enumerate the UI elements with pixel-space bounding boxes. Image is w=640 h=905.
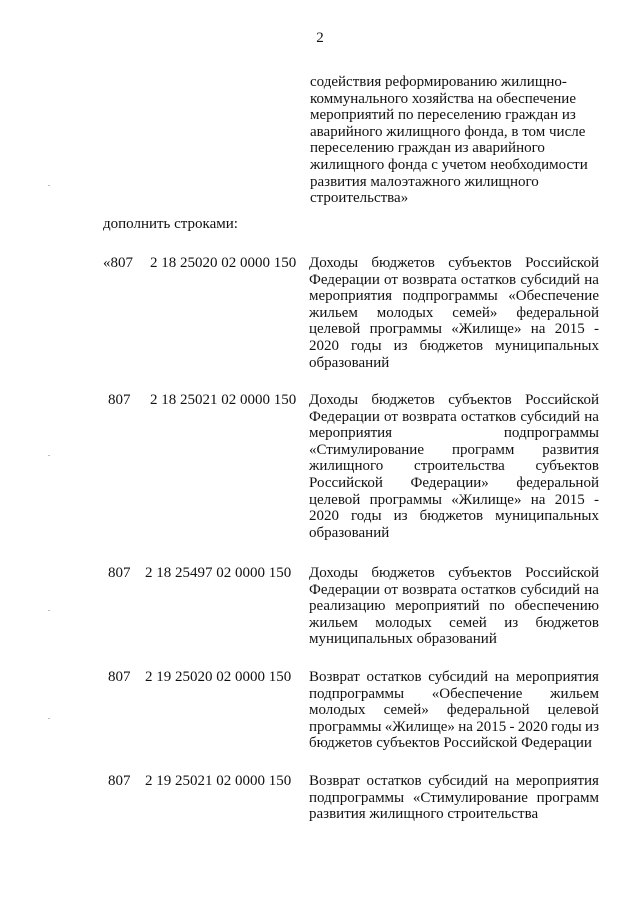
word: мероприятия [309,288,393,305]
page-number: 2 [316,30,324,46]
word: Российской [525,565,599,581]
word: - [509,718,515,735]
word: подпрограммы [503,425,599,442]
text-line: переселению граждан из аварийного [310,140,545,157]
word: «Обеспечение [508,288,599,305]
desc-line [309,719,599,736]
word: на [584,271,599,288]
scan-mark [48,610,50,611]
scan-mark [48,455,50,456]
word: 2015 [554,491,585,508]
word: возврата [402,408,457,425]
word: на [458,718,473,735]
word: годы [351,337,382,354]
word: возврата [402,271,457,288]
word: «Стимулирование [412,789,528,806]
word: федеральной [516,474,599,491]
word: из [393,508,408,525]
desc-line [309,425,599,442]
word: субсидий [520,271,581,288]
entry-description [309,565,599,648]
word: муниципальных [495,337,599,354]
word: - [593,491,599,508]
admin-code: 807 [108,392,131,408]
word: Доходы [309,392,359,408]
word: подпрограммы [309,685,405,702]
desc-line [309,615,599,632]
desc-line [309,321,599,338]
word: на [584,408,599,425]
word: по [489,598,505,615]
word: семей» [452,304,498,321]
word: программ [536,789,599,806]
desc-line [309,598,599,615]
word: федеральной [516,304,599,321]
word: Возврат [309,773,360,789]
desc-line [309,686,599,703]
word: целевой [309,491,361,508]
word: подпрограммы [402,288,498,305]
word: бюджетов [419,337,484,354]
scan-mark [48,185,50,186]
word: бюджетов [535,614,599,631]
word: Российской [309,474,383,491]
word: подпрограммы [309,789,405,806]
budget-code: 2 18 25020 02 0000 150 [150,255,297,271]
word: субсидий [428,773,488,789]
admin-code: «807 [103,255,133,271]
word: 2015 [554,321,585,338]
word: на [530,321,546,338]
word: программы [309,718,382,735]
text-line: аварийного жилищного фонда, в том числе [310,123,586,140]
text-line: строительства» [310,190,409,207]
word: целевой [547,702,599,719]
desc-line [309,702,599,719]
word: жильем [550,685,599,702]
word: субъектов [448,255,512,271]
word: из [504,614,519,631]
entry-description [309,669,599,752]
desc-line [309,272,599,289]
intro-text: дополнить строками: [103,216,238,232]
word: молодых [375,614,432,631]
word: Федерации» [410,474,489,491]
text-line: развития малоэтажного жилищного [310,173,539,190]
word: остатков [366,669,422,685]
word: из [585,718,599,735]
entry-description [309,392,599,541]
word: семей [449,614,487,631]
word: программы [369,491,443,508]
desc-line [309,255,599,272]
word: на [584,581,599,598]
word: 2020 [517,718,548,735]
word: Возврат [309,669,360,685]
word: бюджетов [371,392,435,408]
word: субсидий [520,408,581,425]
scan-mark [48,718,50,719]
text-line: жилищного фонда с учетом необходимости [310,156,588,173]
desc-line [309,773,599,790]
word: обеспечению [514,598,599,615]
word: жильем [309,304,358,321]
word: «Жилище» [451,491,522,508]
word: субъектов [448,392,512,408]
word: федеральной [446,702,530,719]
desc-line [309,409,599,426]
word: программы [369,321,443,338]
word: годы [351,508,382,525]
word: муниципальных [495,508,599,525]
word: Федерации [309,581,380,598]
word: от [384,581,398,598]
text-line: мероприятий по переселению граждан из [310,107,576,124]
word: Федерации [309,271,380,288]
budget-code: 2 18 25497 02 0000 150 [145,565,292,581]
word: программ [451,441,515,458]
word: реализацию [309,598,386,615]
desc-line [309,475,599,492]
word: 2020 [309,508,339,525]
desc-line [309,458,599,475]
word: остатков [460,408,517,425]
desc-line [309,492,599,509]
word: от [384,271,398,288]
word: мероприятия [515,669,599,685]
word: субъектов [535,458,599,475]
word: жильем [309,614,358,631]
word: остатков [366,773,422,789]
word: 2015 [476,718,507,735]
word: 2020 [309,337,339,354]
word: бюджетов [419,508,484,525]
word: развития [542,441,599,458]
word: семей» [383,702,429,719]
word: молодых [309,702,366,719]
word: на [494,773,510,789]
word: мероприятия [309,425,393,442]
word: из [393,337,408,354]
word: - [593,321,599,338]
entry-description [309,773,599,823]
desc-line [309,565,599,582]
word: на [494,669,510,685]
word: бюджетов [371,565,435,581]
word: Доходы [309,565,359,581]
word: «Стимулирование [309,441,424,458]
desc-line [309,288,599,305]
word: жилищного [309,458,384,475]
desc-line [309,305,599,322]
word: мероприятия [515,773,599,789]
word: на [530,491,546,508]
word: годы [551,718,582,735]
admin-code: 807 [108,565,131,581]
admin-code: 807 [108,669,131,685]
desc-line: бюджетов субъектов Российской Федерации [309,735,592,752]
word: бюджетов [371,255,435,271]
budget-code: 2 19 25020 02 0000 150 [145,669,292,685]
word: Доходы [309,255,359,271]
desc-line: образований [309,524,390,541]
desc-line [309,508,599,525]
word: «Жилище» [451,321,522,338]
word: строительства [414,458,505,475]
text-line: содействия реформированию жилищно- [310,74,567,90]
desc-line [309,790,599,807]
word: Российской [525,392,599,408]
word: молодых [376,304,434,321]
word: субъектов [448,565,512,581]
word: «Жилище» [384,718,455,735]
word: возврата [402,581,457,598]
continued-text-block [310,74,600,207]
word: субсидий [428,669,488,685]
word: мероприятий [395,598,480,615]
word: субсидий [520,581,581,598]
desc-line [309,392,599,409]
budget-code: 2 19 25021 02 0000 150 [145,773,292,789]
desc-line: образований [309,354,390,371]
word: остатков [460,271,517,288]
word: целевой [309,321,361,338]
desc-line [309,669,599,686]
desc-line: развития жилищного строительства [309,806,539,823]
word: «Обеспечение [431,685,523,702]
desc-line: муниципальных образований [309,631,497,648]
word: Федерации [309,408,380,425]
word: остатков [460,581,517,598]
desc-line [309,442,599,459]
budget-code: 2 18 25021 02 0000 150 [150,392,297,408]
entry-description [309,255,599,371]
desc-line [309,582,599,599]
word: от [384,408,398,425]
text-line: коммунального хозяйства на обеспечение [310,90,576,107]
admin-code: 807 [108,773,131,789]
desc-line [309,338,599,355]
word: Российской [525,255,599,271]
